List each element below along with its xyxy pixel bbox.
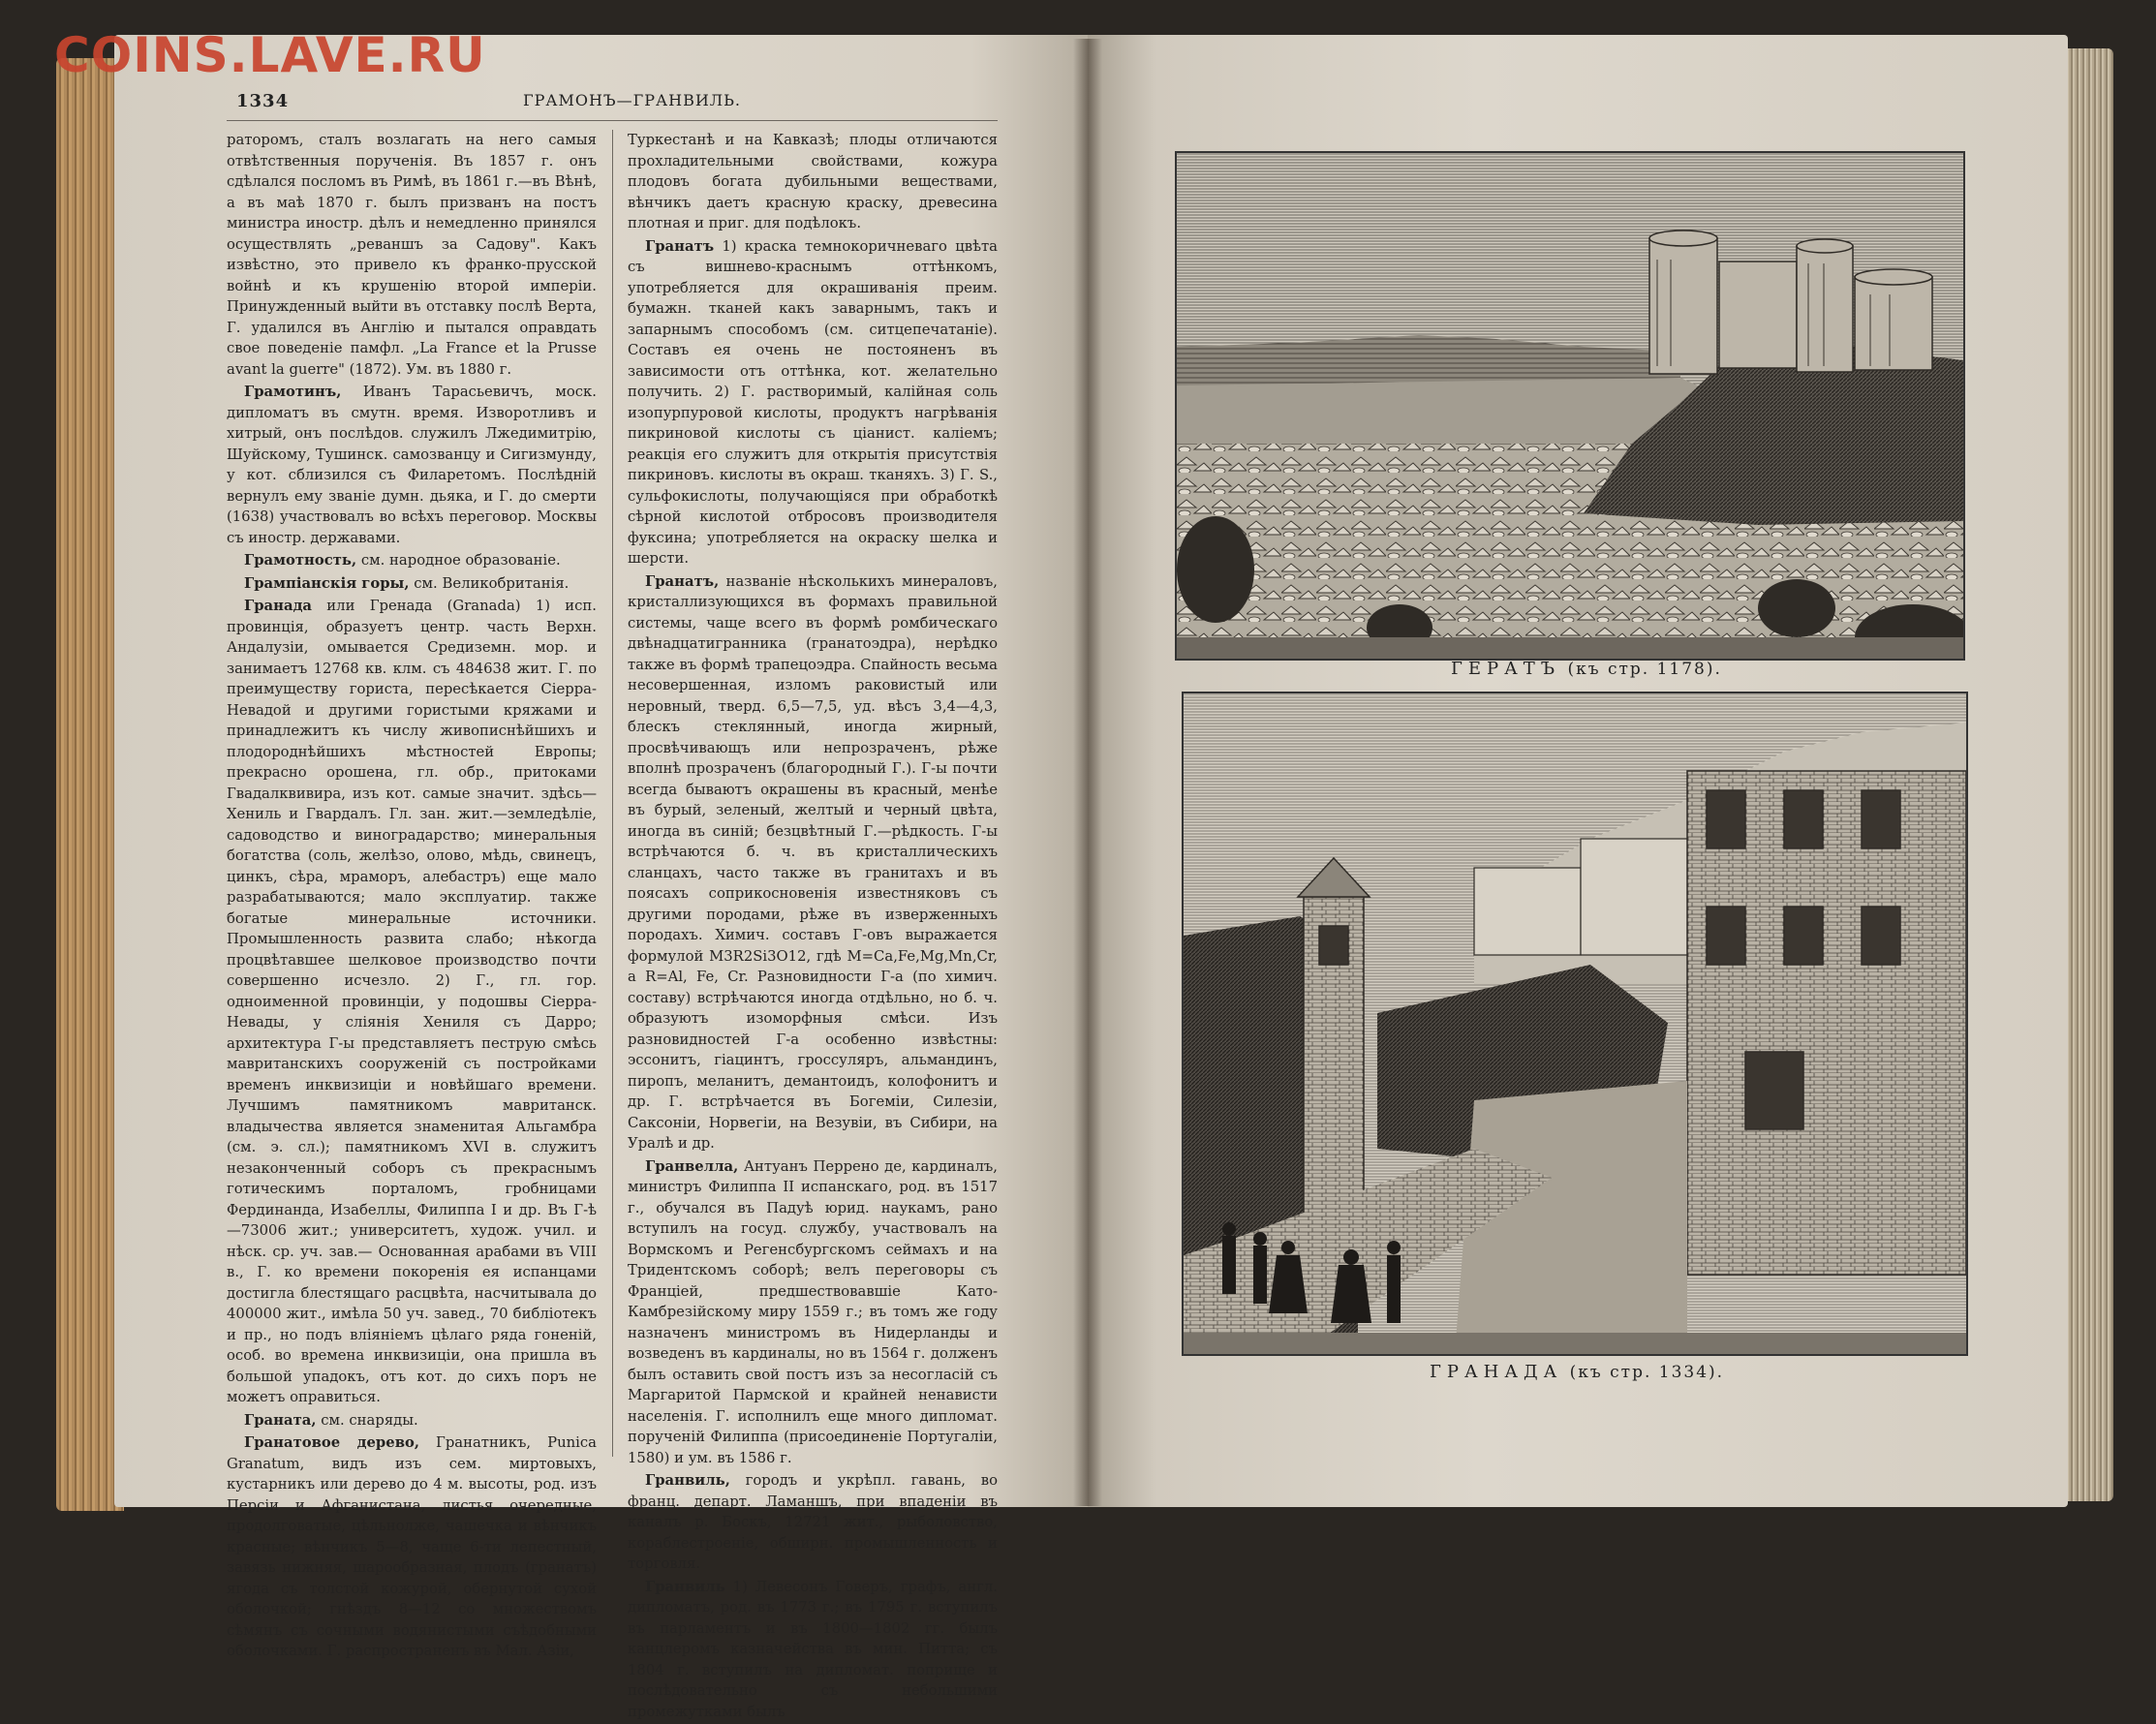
book-edge-right [2063, 48, 2113, 1501]
granada-illustration [1182, 692, 1968, 1356]
entry: Гранатъ, названіе нѣсколькихъ минераловъ, кристаллизующихся въ формахъ правильной системы, чаще всего въ формѣ ромбическаго двѣнадцатигранника (гранатоэдра), нерѣдко также въ формѣ трапецоэдра. Спайность весьма несовершенная, изломъ раковистый или неровный, тверд. 6,5—7,5, уд. вѣсъ 3,4—4,3, блескъ стеклянный, иногда жирный, просвѣчивающъ или непрозраченъ, рѣже вполнѣ прозраченъ (благородный Г.). Г-ы почти всегда бываютъ окрашены въ красный, менѣе въ бурый, зеленый, желтый и черный цвѣта, иногда въ синій; безцвѣтный Г.—рѣдкость. Г-ы встрѣчаются б. ч. въ кристаллическихъ сланцахъ, часто также въ гранитахъ и въ поясахъ соприкосновенія известняковъ съ другими породами, рѣже въ изверженныхъ породахъ. Химич. составъ Г-овъ выражается формулой M3R2Si3O12, гдѣ M=Ca,Fe,Mg,Mn,Cr, а R=Al, Fe, Cr. Разновидности Г-а (по химич. составу) встрѣчаются иногда отдѣльно, но б. ч. образуютъ изоморфныя смѣси. Изъ разновидностей Г-а особенно извѣстны: эссонитъ, гіацинтъ, гроссуляръ, альмандинъ, пиропъ, меланитъ, демантоидъ, колофонитъ и др. Г. встрѣчается въ Богеміи, Силезіи, Саксоніи, Норвегіи, на Везувіи, въ Сибири, на Уралѣ и др. [628, 572, 998, 1152]
herat-caption: ГЕРАТЪ (къ стр. 1178). [1451, 659, 1722, 679]
text-column-1 [227, 130, 597, 1664]
tall-house [1687, 771, 1966, 1275]
book-gutter [1073, 39, 1102, 1506]
running-head: ГРАМОНЪ—ГРАНВИЛЬ. [523, 91, 741, 109]
entry: Грамотинъ, Иванъ Тарасьевичъ, моск. дипломатъ въ смутн. время. Изворотливъ и хитрый, онъ послѣдов. служилъ Лжедимитрію, Шуйскому, Тушинск. самозванцу и Сигизмунду, у кот. сблизился съ Филаретомъ. Послѣдній вернулъ ему званіе думн. дьяка, и Г. до смерти (1638) участвовалъ во всѣхъ переговор. Москвы съ иностр. державами. [227, 384, 597, 546]
herat-engraving [1177, 153, 1963, 659]
bell-tower [1298, 858, 1370, 1216]
entry: Гранвиль 1) Левесонъ Говеръ, графъ, англ. дипломатъ, род. въ 1773 г.; въ 1795 г. вступилъ въ парламентъ и въ 1800—1802 гг. былъ канцлеромъ казначейства въ мин. Питта; съ 1804 г. вступилъ на дипломат. поприще и послѣдовательно съ небольшими промежутками былъ [628, 1578, 998, 1720]
entry: Грамотность, см. народное образованіе. [244, 552, 561, 569]
column-divider [612, 130, 613, 1457]
entry: Грампіанскія горы, см. Великобританія. [244, 574, 570, 592]
entry: Гранатъ 1) краска темнокоричневаго цвѣта съ вишнево-краснымъ оттѣнкомъ, употребляется для окрашиванія преим. бумажн. тканей какъ заварнымъ, такъ и запарнымъ способомъ (см. ситцепечатаніе). Составъ ея очень не постояненъ въ зависимости отъ оттѣнка, кот. желательно получить. 2) Г. растворимый, калійная соль изопурпуровой кислоты, продуктъ нагрѣванія пикриновой кислоты съ ціанист. каліемъ; реакція его служитъ для открытія присутствія пикриновъ. кислоты въ окраш. тканяхъ. 3) Г. S., сульфокислоты, получающіяся при обработкѣ сѣрной кислотой отбросовъ производителя фуксина; употребляется на окраску шелка и шерсти. [628, 237, 998, 567]
entry: Гранвиль, городъ и укрѣпл. гавань, во франц. департ. Ламаншъ, при впаденіи въ каналъ р. Боскъ, 12721 жит., рыболовство, кораблестроеніе, обширн. промышленность и торговля. [628, 1472, 998, 1572]
page-number: 1334 [236, 91, 290, 111]
text-column-2 [628, 130, 998, 1724]
entry: раторомъ, сталъ возлагать на него самыя отвѣтственныя порученія. Въ 1857 г. онъ сдѣлался посломъ въ Римѣ, въ 1861 г.—въ Вѣнѣ, а въ маѣ 1870 г. былъ призванъ на постъ министра иностр. дѣлъ и немедленно принялся осуществлять „реваншъ за Садову". Какъ извѣстно, это привело къ франко-прусской войнѣ и къ крушенію второй имперіи. Принужденный выйти въ отставку послѣ Верта, Г. удалился въ Англію и пытался оправдать свое поведеніе памфл. „La France et la Prusse avant la guerre" (1872). Ум. въ 1880 г. [227, 132, 597, 378]
entry: Гранатовое дерево, Гранатникъ, Punica Granatum, видъ изъ сем. миртовыхъ, кустарникъ или дерево до 4 м. высоты, род. изъ Персіи и Афганистана, листья очередные, продолговатые, цѣльнолже, чашечка и вѣнчикъ красные; вѣнчикъ 5—8, чаще 6-ти лепестный, завязь нижняя, шарообразная, плодъ (гранатъ) ягода съ толстой кожурой, обернутой сухой оболочкой; гнѣздъ 8—12 со множествомъ сѣмянъ съ сочными водянистыми съѣдобными оболочками. Г. распространенъ въ Мал. Азіи, [227, 1434, 597, 1659]
entry: Туркестанѣ и на Кавказѣ; плоды отличаются прохладительными свойствами, кожура плодовъ богата дубильными веществами, вѣнчикъ даетъ красную краску, древесина плотная и приг. для подѣлокъ. [628, 132, 998, 231]
entry: Граната, см. снаряды. [244, 1411, 418, 1429]
granada-caption: ГРАНАДА (къ стр. 1334). [1430, 1362, 1725, 1382]
entry: Гранада или Гренада (Granada) 1) исп. провинція, образуетъ центр. часть Верхн. Андалузіи, омывается Средиземн. мор. и занимаетъ 12768 кв. клм. съ 484638 жит. Г. по преимуществу гориста, пересѣкается Сіерра-Невадой и другими гористыми кряжами и принадлежитъ къ числу живописнѣйшихъ и плодороднѣйшихъ мѣстностей Европы; прекрасно орошена, гл. обр., притоками Гвадалквивира, изъ кот. самые значит. здѣсь—Хениль и Гвардалъ. Гл. зан. жит.—земледѣліе, садоводство и виноградарство; минеральныя богатства (соль, желѣзо, олово, мѣдь, свинецъ, цинкъ, сѣра, мраморъ, алебастръ) еще мало разрабатываются; мало эксплуатир. также богатые минеральные источники. Промышленность развита слабо; нѣкогда процвѣтавшее шелковое производство почти совершенно исчезло. 2) Г., гл. гор. одноименной провинціи, у подошвы Сіерра-Невады, у сліянія Хениля съ Дарро; архитектура Г-ы представляетъ пеструю смѣсь мавританскихъ сооруженій съ постройками временъ инквизиціи и новѣйшаго времени. Лучшимъ памятникомъ мавританск. владычества является знаменитая Альгамбра (см. э. сл.); памятникомъ XVI в. служитъ незаконченный соборъ съ прекраснымъ готическимъ порталомъ, гробницами Фердинанда, Изабеллы, Филиппа I и др. Въ Г-ѣ—73006 жит.; университетъ, худож. учил. и нѣск. ср. уч. зав.— Основанная арабами въ VIII в., Г. ко времени покоренія ея испанцами достигла блестящаго расцвѣта, насчитывала до 400000 жит., имѣла 50 уч. завед., 70 библіотекъ и пр., но подъ вліяніемъ цѣлаго ряда гоненій, особ. во времена инквизиціи, она пришла въ большой упадокъ, отъ кот. до сихъ поръ не можетъ оправиться. [227, 598, 597, 1405]
watermark-logo: COINS.LAVE.RU [54, 27, 486, 83]
granada-engraving [1184, 693, 1966, 1354]
herat-illustration [1175, 151, 1965, 661]
header-rule [227, 120, 998, 121]
entry: Гранвелла, Антуанъ Перрено де, кардиналъ, министръ Филиппа II испанскаго, род. въ 1517 г., обучался въ Падуѣ юрид. наукамъ, рано вступилъ на госуд. службу, участвовалъ на Вормскомъ и Регенсбургскомъ сеймахъ и на Тридентскомъ соборѣ; велъ переговоры съ Франціей, предшествовавшіе Като-Камбрезійскому миру 1559 г.; въ томъ же году назначенъ министромъ въ Нидерланды и возведенъ въ кардиналы, но въ 1564 г. долженъ былъ оставить свой постъ изъ за несогласій съ Маргаритой Пармской и крайней ненависти населенія. Г. исполнилъ еще много дипломат. порученій Филиппа (присоединеніе Португаліи, 1580) и ум. въ 1586 г. [628, 1157, 998, 1466]
